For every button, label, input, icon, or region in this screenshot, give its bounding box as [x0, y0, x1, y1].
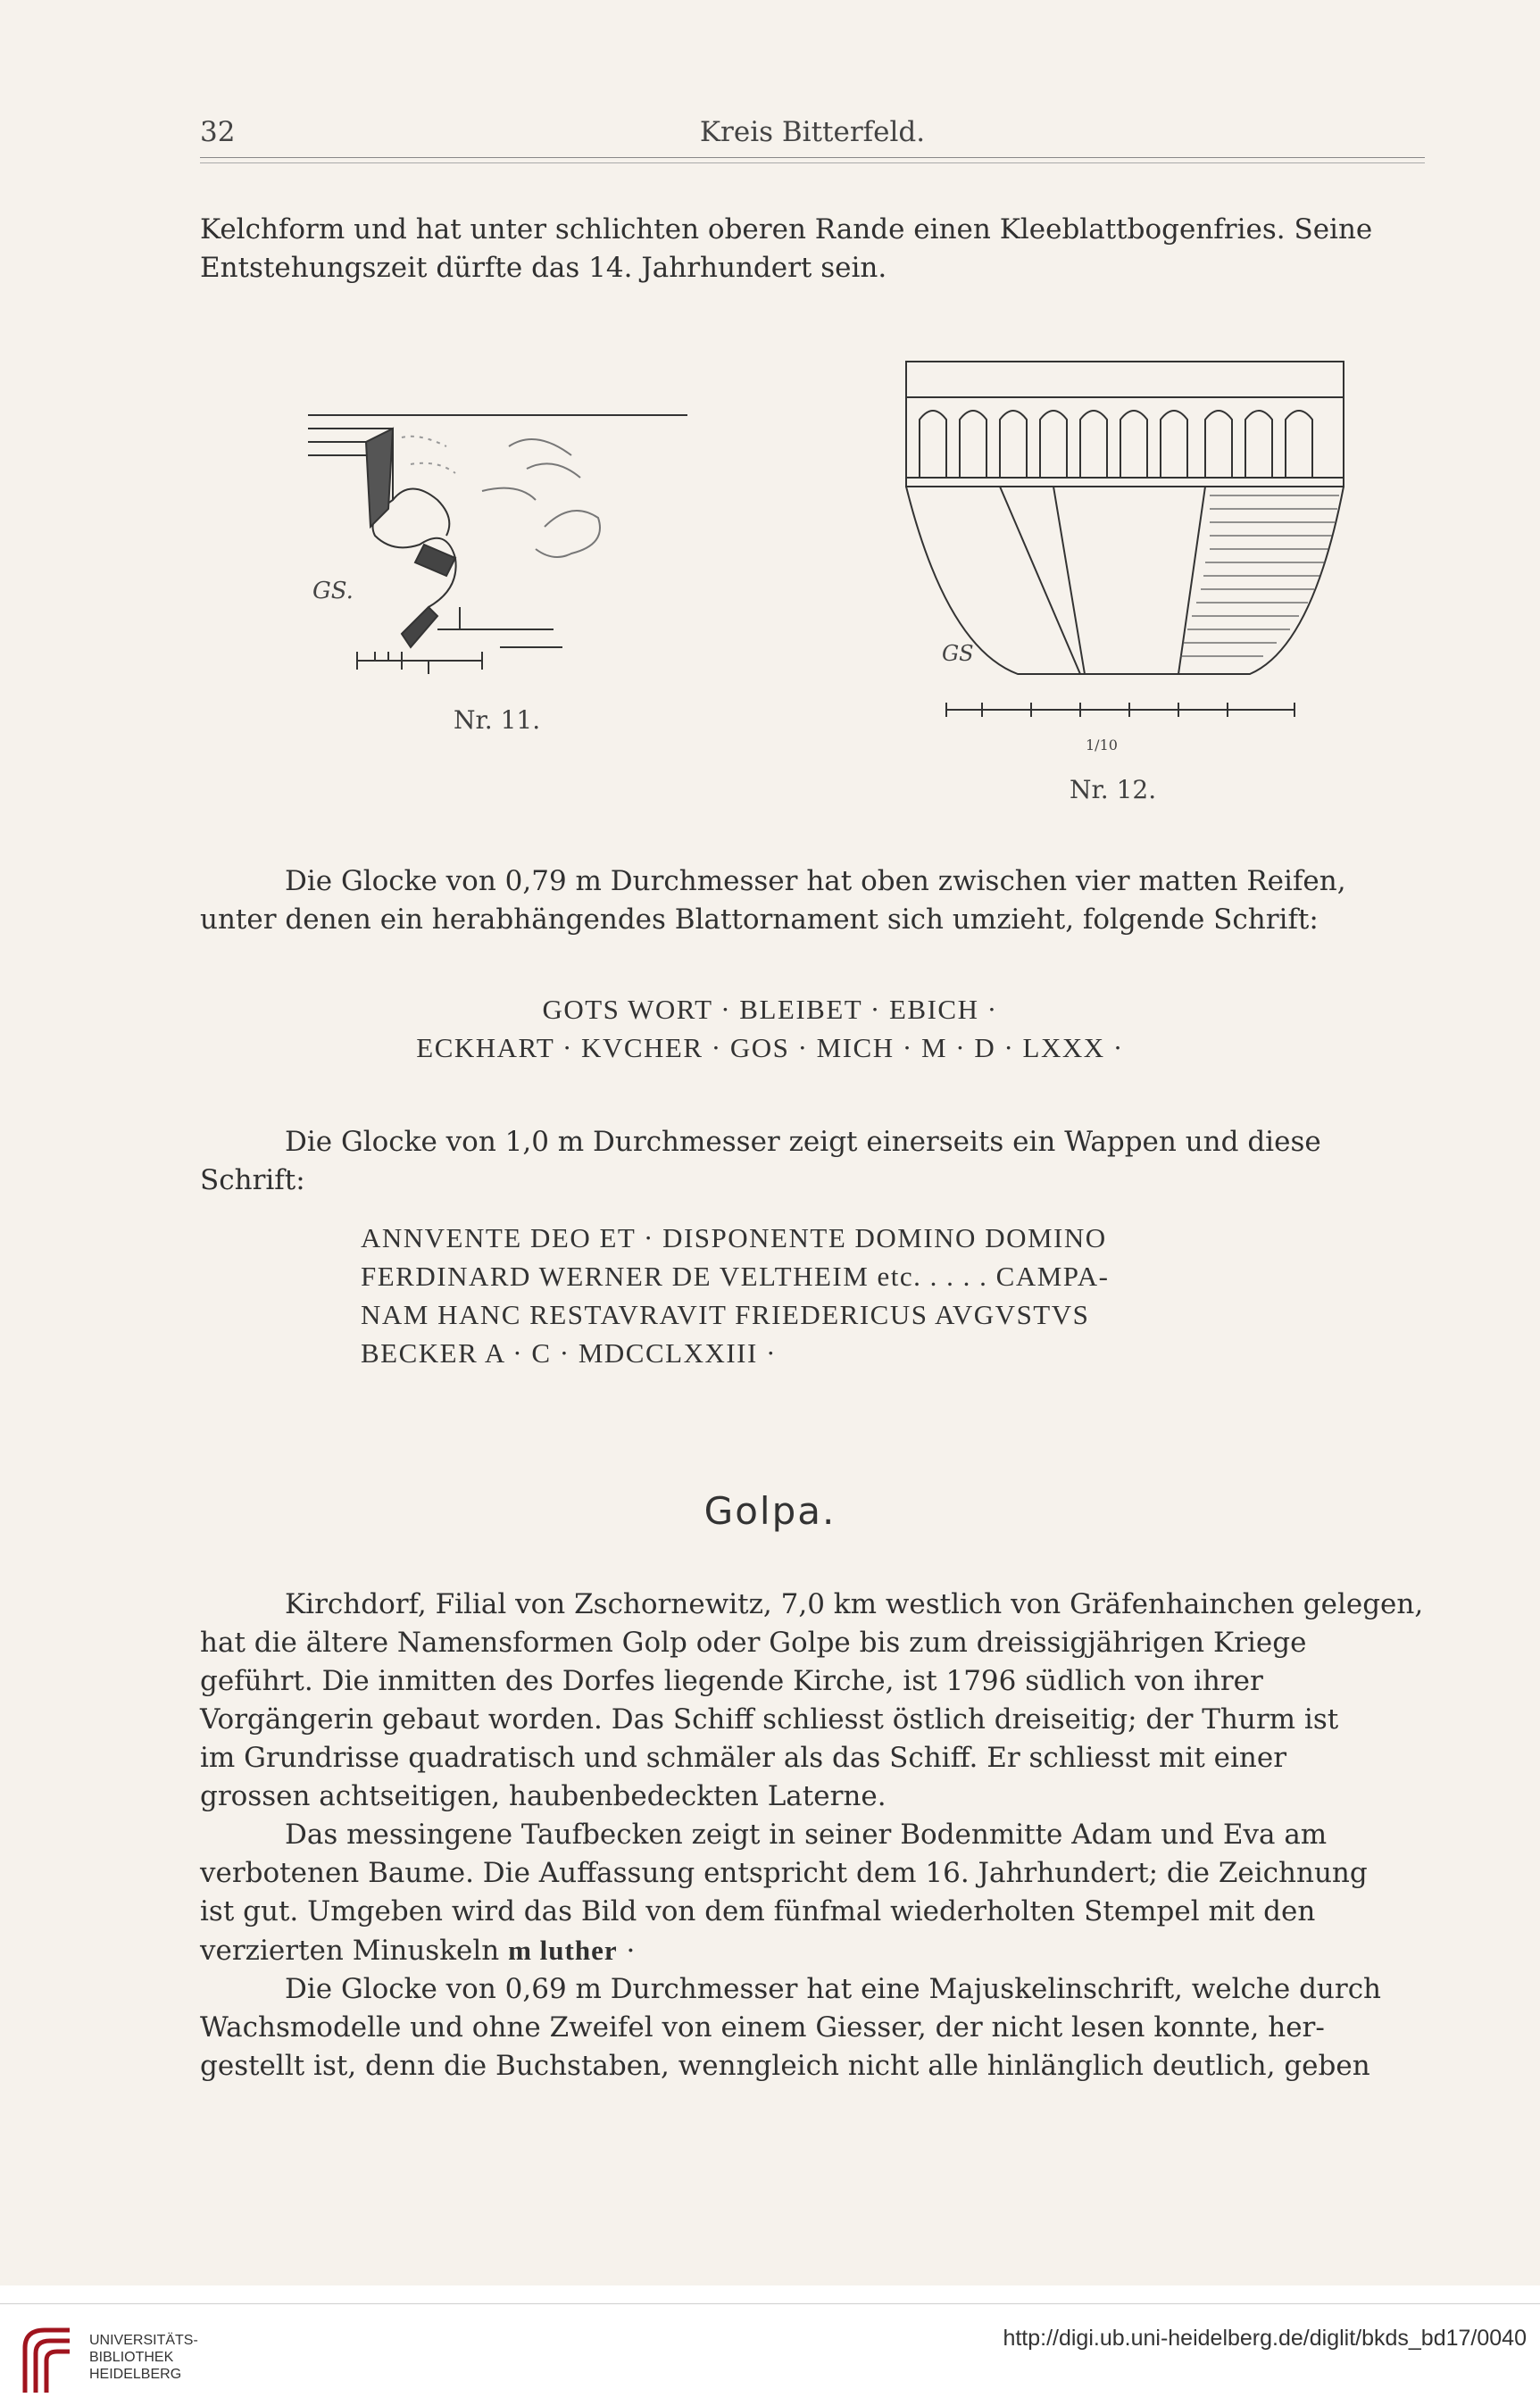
- bell-2-paragraph: [200, 1123, 1425, 1200]
- blackletter-stamp-text: m luther: [508, 1935, 618, 1966]
- running-title: Kreis Bitterfeld.: [699, 116, 926, 148]
- figure-12-signature: GS: [942, 641, 974, 666]
- header-rule-secondary: [200, 162, 1425, 163]
- section-title: Golpa.: [703, 1489, 837, 1533]
- inscription-line: BECKER A · C · MDCCLXXIII ·: [361, 1337, 777, 1369]
- figure-12-caption: Nr. 12.: [1070, 775, 1157, 804]
- header-rule: [200, 157, 1425, 158]
- text-line: verbotenen Baume. Die Auffassung entspricht dem 16. Jahrhundert; die Zeichnung: [200, 1857, 1368, 1889]
- page-number: 32: [200, 116, 236, 148]
- text-line: geführt. Die inmitten des Dorfes liegende Kirche, ist 1796 südlich von ihrer: [200, 1665, 1263, 1697]
- figure-12-scale-fraction: 1/10: [1086, 737, 1118, 753]
- text-line: Die Glocke von 0,79 m Durchmesser hat oben zwischen vier matten Reifen,: [285, 865, 1346, 897]
- inscription-line: FERDINARD WERNER DE VELTHEIM etc. . . . . CAMPA-: [361, 1261, 1110, 1292]
- figure-12-drawing: [893, 353, 1357, 772]
- inscription-line: ANNVENTE DEO ET · DISPONENTE DOMINO DOMINO: [361, 1222, 1107, 1253]
- text-line: Die Glocke von 0,69 m Durchmesser hat eine Majuskelinschrift, welche durch: [285, 1973, 1382, 2005]
- text-line: Das messingene Taufbecken zeigt in seiner Bodenmitte Adam und Eva am: [285, 1819, 1328, 1851]
- text-line: Kelchform und hat unter schlichten oberen Rande einen Kleeblattbogenfries. Seine: [200, 213, 1373, 246]
- figure-11-drawing: [304, 393, 696, 696]
- figure-11-caption: Nr. 11.: [454, 705, 541, 735]
- library-logo-icon[interactable]: [18, 2321, 77, 2396]
- text-line: grossen achtseitigen, haubenbedeckten Laterne.: [200, 1780, 887, 1812]
- inscription-line: NAM HANC RESTAVRAVIT FRIEDERICUS AVGVSTVS: [361, 1299, 1090, 1330]
- text-line: Schrift:: [200, 1164, 305, 1196]
- text-line: im Grundrisse quadratisch und schmäler als das Schiff. Er schliesst mit einer: [200, 1742, 1287, 1774]
- bell-1-paragraph: [200, 862, 1425, 939]
- section-paragraph-1: [200, 1586, 1425, 2085]
- inscription-line: GOTS WORT · BLEIBET · EBICH ·: [542, 994, 998, 1025]
- text-line: [200, 1931, 1425, 1970]
- text-fragment: ·: [617, 1935, 636, 1967]
- text-fragment: verzierten Minuskeln: [200, 1935, 500, 1967]
- text-line: Vorgängerin gebaut worden. Das Schiff schliesst östlich dreiseitig; der Thurm ist: [200, 1703, 1339, 1736]
- text-line: hat die ältere Namensformen Golp oder Golpe bis zum dreissigjährigen Kriege: [200, 1627, 1307, 1659]
- footer-divider: [0, 2303, 1540, 2304]
- figure-11-signature: GS.: [312, 578, 354, 604]
- page-header: [200, 116, 1425, 152]
- text-line: Die Glocke von 1,0 m Durchmesser zeigt einerseits ein Wappen und diese: [285, 1126, 1321, 1158]
- library-name-line: BIBLIOTHEK: [89, 2350, 174, 2365]
- inscription-line: ECKHART · KVCHER · GOS · MICH · M · D · LXXX ·: [416, 1032, 1124, 1063]
- text-line: unter denen ein herabhängendes Blattornament sich umzieht, folgende Schrift:: [200, 903, 1319, 936]
- text-line: Entstehungszeit dürfte das 14. Jahrhundert sein.: [200, 252, 887, 284]
- text-line: Wachsmodelle und ohne Zweifel von einem Giesser, der nicht lesen konnte, her-: [200, 2011, 1325, 2044]
- page-url-link[interactable]: http://digi.ub.uni-heidelberg.de/diglit/bkds_bd17/0040: [1003, 2326, 1527, 2351]
- library-name-line: UNIVERSITÄTS-: [89, 2333, 198, 2348]
- intro-paragraph: [200, 211, 1425, 287]
- bell-2-inscription: [361, 1219, 1432, 1372]
- text-line: ist gut. Umgeben wird das Bild von dem fünfmal wiederholten Stempel mit den: [200, 1895, 1316, 1927]
- text-line: gestellt ist, denn die Buchstaben, wenngleich nicht alle hinlänglich deutlich, geben: [200, 2050, 1370, 2082]
- text-line: Kirchdorf, Filial von Zschornewitz, 7,0 km westlich von Gräfenhainchen gelegen,: [285, 1588, 1424, 1620]
- library-name-line: HEIDELBERG: [89, 2367, 182, 2382]
- library-name[interactable]: [89, 2332, 198, 2383]
- bell-1-inscription: [0, 990, 1540, 1067]
